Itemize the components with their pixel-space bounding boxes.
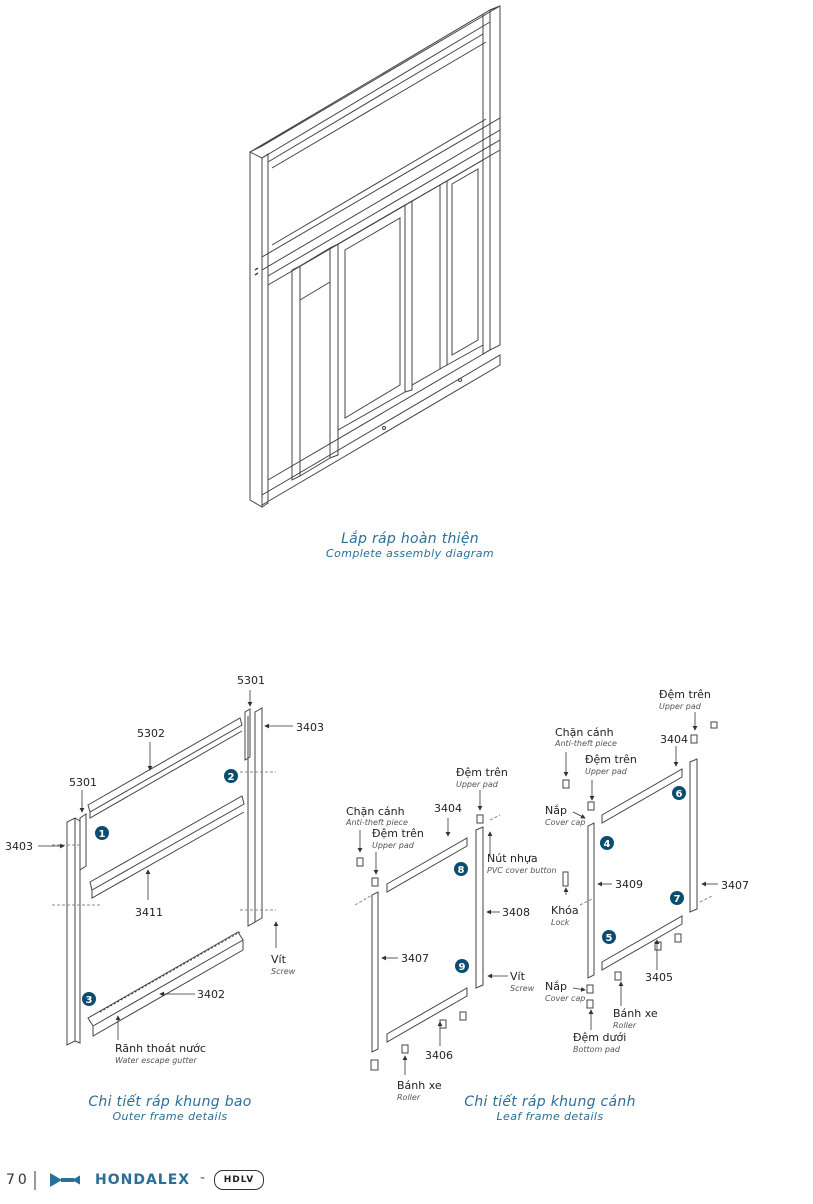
brand-name: HONDALEX	[95, 1172, 191, 1188]
label-gutter-en: Water escape gutter	[115, 1056, 197, 1065]
leaf-frame-a-drawing	[355, 815, 500, 1070]
label-upper-pad-b: Đệm trên	[372, 827, 424, 840]
assembly-caption	[260, 531, 560, 560]
label-upper-pad-a-en: Upper pad	[456, 780, 498, 789]
label-pvc-cover-en: PVC cover button	[487, 866, 557, 875]
label-roller-b: Bánh xe	[613, 1007, 658, 1020]
label-screw-en: Screw	[271, 967, 296, 976]
label-3409: 3409	[615, 878, 643, 891]
leaf-frame-caption-vi: Chi tiết ráp khung cánh	[464, 1094, 636, 1110]
label-cap-b-en: Cover cap	[545, 994, 586, 1003]
label-5302: 5302	[137, 727, 165, 740]
footer-divider-logo	[0, 1168, 80, 1196]
outer-frame-caption-en: Outer frame details	[112, 1110, 228, 1123]
leaf-frame-a-labels	[345, 766, 557, 1102]
footer-separator: -	[200, 1170, 206, 1186]
step-badge-1: 1	[98, 829, 106, 840]
label-cap-a-en: Cover cap	[545, 818, 586, 827]
label-3405: 3405	[645, 971, 673, 984]
label-bottom-pad-en: Bottom pad	[573, 1045, 620, 1054]
hdlv-logo: HDLV	[214, 1170, 264, 1190]
label-roller-a-en: Roller	[397, 1093, 421, 1102]
label-lock: Khóa	[551, 904, 579, 917]
label-gutter: Rãnh thoát nước	[115, 1042, 206, 1055]
label-anti-theft-a-en: Anti-theft piece	[346, 818, 408, 827]
hondalex-logo-icon	[50, 1173, 80, 1187]
label-screw-leaf: Vít	[510, 970, 525, 983]
assembly-caption-en: Complete assembly diagram	[326, 547, 494, 560]
outer-frame-caption-vi: Chi tiết ráp khung bao	[88, 1094, 252, 1110]
label-5301-top: 5301	[237, 674, 265, 687]
label-anti-theft-a: Chặn cánh	[346, 805, 405, 818]
label-roller-b-en: Roller	[613, 1021, 637, 1030]
label-3402: 3402	[197, 988, 225, 1001]
label-3407-b: 3407	[721, 879, 749, 892]
label-lock-en: Lock	[551, 918, 570, 927]
label-3403-left: 3403	[5, 840, 33, 853]
label-3406: 3406	[425, 1049, 453, 1062]
step-badge-9: 9	[458, 962, 466, 973]
label-screw: Vít	[271, 953, 286, 966]
label-anti-theft-b: Chặn cánh	[555, 726, 614, 739]
label-5301-left: 5301	[69, 776, 97, 789]
assembly-caption-vi: Lắp ráp hoàn thiện	[341, 531, 479, 547]
leaf-frame-caption	[420, 1094, 680, 1123]
label-upper-pad-c-en: Upper pad	[659, 702, 701, 711]
leaf-frame-caption-en: Leaf frame details	[496, 1110, 604, 1123]
step-badge-5: 5	[605, 933, 613, 944]
outer-frame-labels	[5, 674, 324, 1065]
step-badge-8: 8	[457, 865, 465, 876]
leaf-frame-b-labels	[545, 688, 749, 1054]
step-badge-7: 7	[673, 894, 681, 905]
complete-assembly-drawing	[250, 6, 500, 507]
step-badge-6: 6	[675, 789, 683, 800]
label-3403-right: 3403	[296, 721, 324, 734]
label-cap-b: Nắp	[545, 980, 567, 993]
label-3407-a: 3407	[401, 952, 429, 965]
outer-frame-caption	[40, 1094, 300, 1123]
label-upper-pad-a: Đệm trên	[456, 766, 508, 779]
label-screw-leaf-en: Screw	[510, 984, 535, 993]
step-badge-2: 2	[227, 772, 235, 783]
label-3404-a: 3404	[434, 802, 462, 815]
label-upper-pad-d-en: Upper pad	[585, 767, 627, 776]
label-pvc-cover: Nút nhựa	[487, 852, 538, 865]
step-badge-4: 4	[603, 839, 611, 850]
page-number: 70	[6, 1172, 30, 1188]
label-bottom-pad: Đệm dưới	[573, 1031, 627, 1044]
label-upper-pad-b-en: Upper pad	[372, 841, 414, 850]
label-cap-a: Nắp	[545, 804, 567, 817]
page-footer	[0, 1168, 813, 1196]
step-badge-3: 3	[85, 995, 93, 1006]
label-anti-theft-b-en: Anti-theft piece	[555, 739, 617, 748]
label-3404-b: 3404	[660, 733, 688, 746]
label-upper-pad-c: Đệm trên	[659, 688, 711, 701]
label-upper-pad-d: Đệm trên	[585, 753, 637, 766]
label-roller-a: Bánh xe	[397, 1079, 442, 1092]
label-3411: 3411	[135, 906, 163, 919]
label-3408: 3408	[502, 906, 530, 919]
